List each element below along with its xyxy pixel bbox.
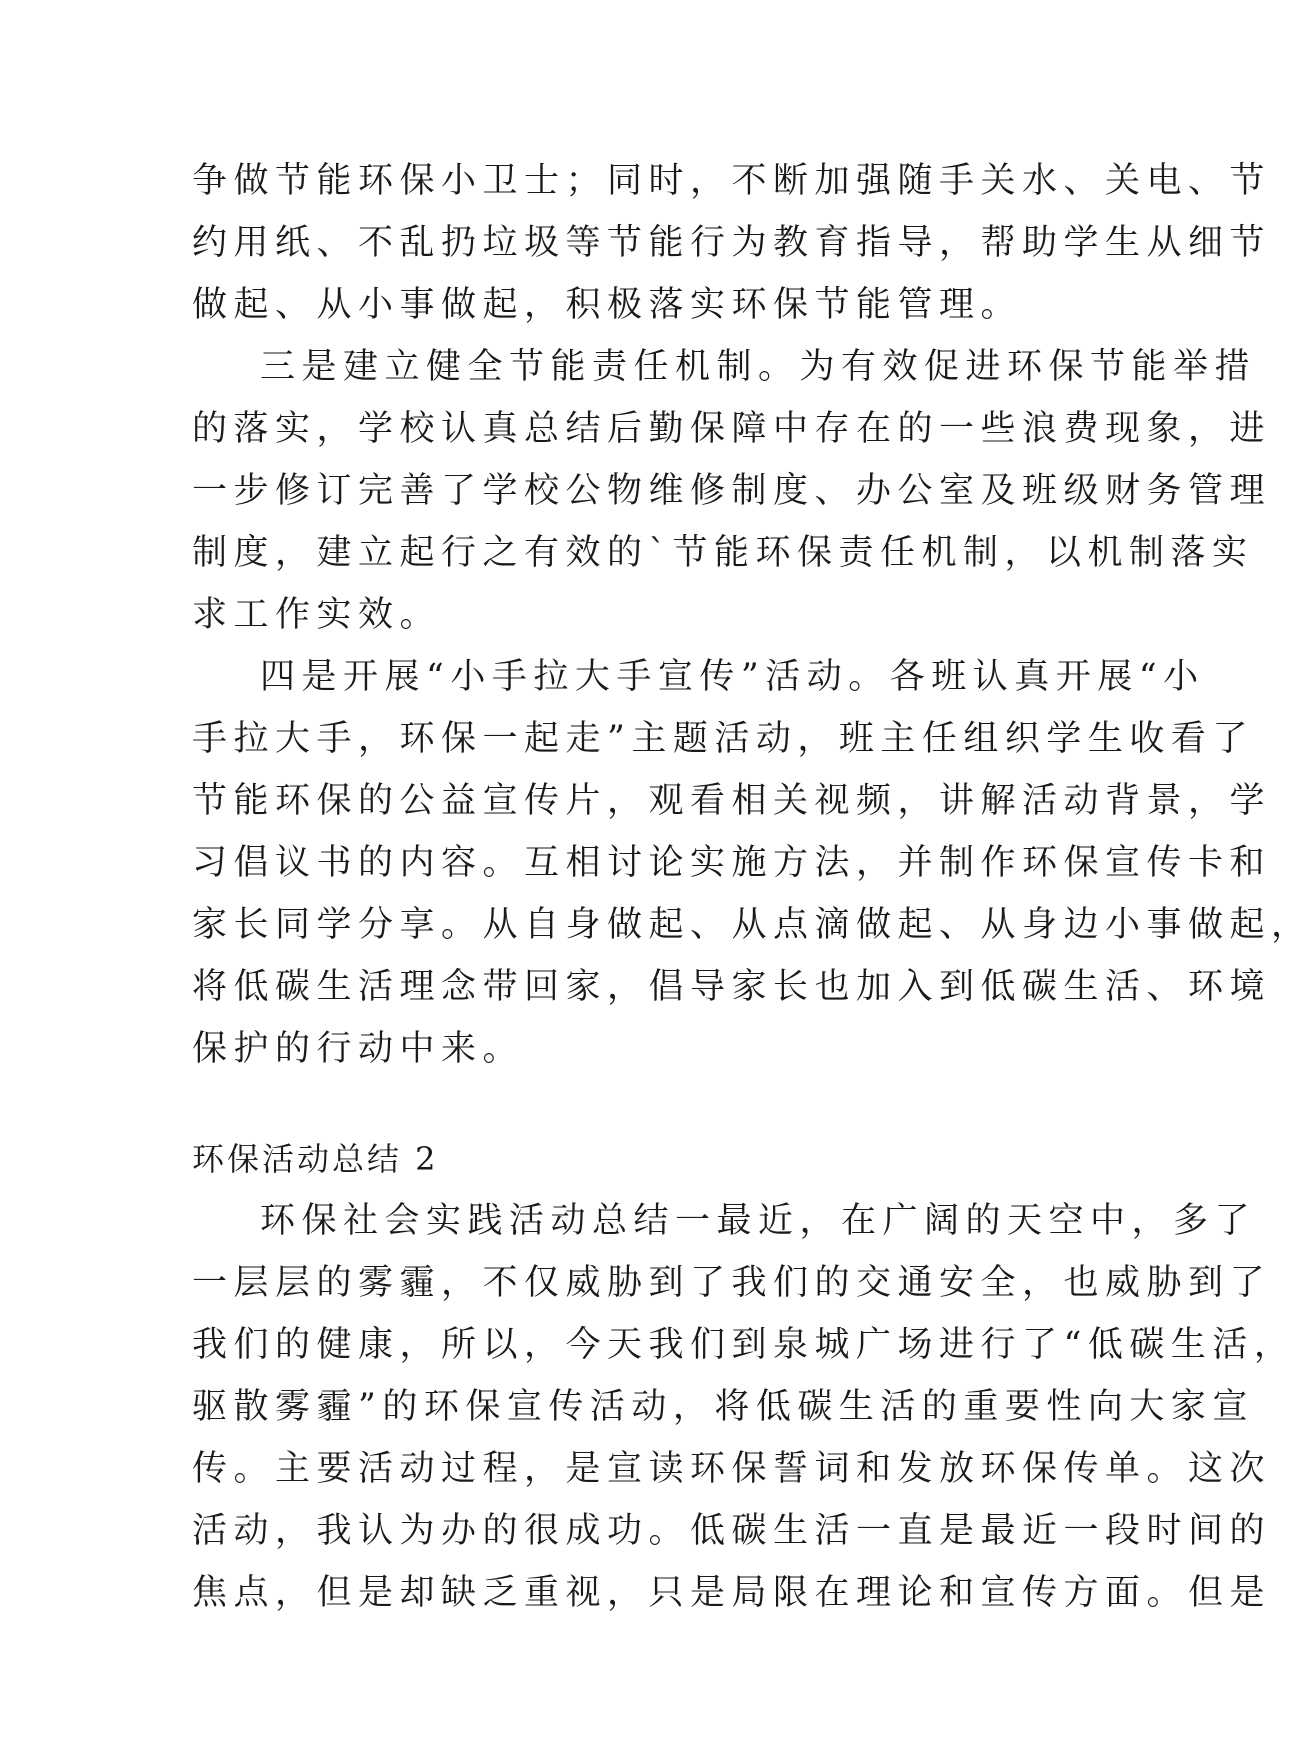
section-spacer <box>192 1080 1052 1128</box>
text-line: 的落实，学校认真总结后勤保障中存在的一些浪费现象，进 <box>192 409 1272 449</box>
text-line: 我们的健康，所以，今天我们到泉城广场进行了“低碳生活， <box>192 1325 1296 1365</box>
text-line: 驱散雾霾”的环保宣传活动，将低碳生活的重要性向大家宣 <box>192 1387 1254 1427</box>
text-line: 约用纸、不乱扔垃圾等节能行为教育指导，帮助学生从细节 <box>192 223 1272 263</box>
text-line: 习倡议书的内容。互相讨论实施方法，并制作环保宣传卡和 <box>192 843 1272 883</box>
text-line: 节能环保的公益宣传片，观看相关视频，讲解活动背景，学 <box>192 781 1272 821</box>
text-line: 争做节能环保小卫士；同时，不断加强随手关水、关电、节 <box>192 161 1272 201</box>
text-line: 保护的行动中来。 <box>192 1029 525 1069</box>
text-line: 三是建立健全节能责任机制。为有效促进环保节能举措 <box>260 347 1257 387</box>
text-line: 环保社会实践活动总结一最近，在广阔的天空中，多了 <box>260 1201 1257 1241</box>
text-line: 四是开展“小手拉大手宣传”活动。各班认真开展“小 <box>260 657 1205 697</box>
paragraph-three <box>192 336 1272 646</box>
text-line: 传。主要活动过程，是宣读环保誓词和发放环保传单。这次 <box>192 1449 1272 1489</box>
text-line: 做起、从小事做起，积极落实环保节能管理。 <box>192 285 1023 325</box>
text-line: 一步修订完善了学校公物维修制度、办公室及班级财务管理 <box>192 471 1272 511</box>
text-line: 焦点，但是却缺乏重视，只是局限在理论和宣传方面。但是 <box>192 1573 1272 1613</box>
text-line: 活动，我认为办的很成功。低碳生活一直是最近一段时间的 <box>192 1511 1272 1551</box>
paragraph-continuation <box>192 150 1272 336</box>
section-title: 环保活动总结 2 <box>192 1140 439 1178</box>
text-line: 求工作实效。 <box>192 595 442 635</box>
text-line: 手拉大手，环保一起走”主题活动，班主任组织学生收看了 <box>192 719 1254 759</box>
document-body <box>192 150 1313 1624</box>
text-line: 一层层的雾霾，不仅威胁到了我们的交通安全，也威胁到了 <box>192 1263 1272 1303</box>
text-line: 家长同学分享。从自身做起、从点滴做起、从身边小事做起， <box>192 905 1313 945</box>
paragraph-summary-2 <box>192 1190 1296 1624</box>
paragraph-four <box>192 646 1313 1080</box>
text-line: 将低碳生活理念带回家，倡导家长也加入到低碳生活、环境 <box>192 967 1272 1007</box>
text-line: 制度，建立起行之有效的`节能环保责任机制，以机制落实 <box>192 533 1254 573</box>
